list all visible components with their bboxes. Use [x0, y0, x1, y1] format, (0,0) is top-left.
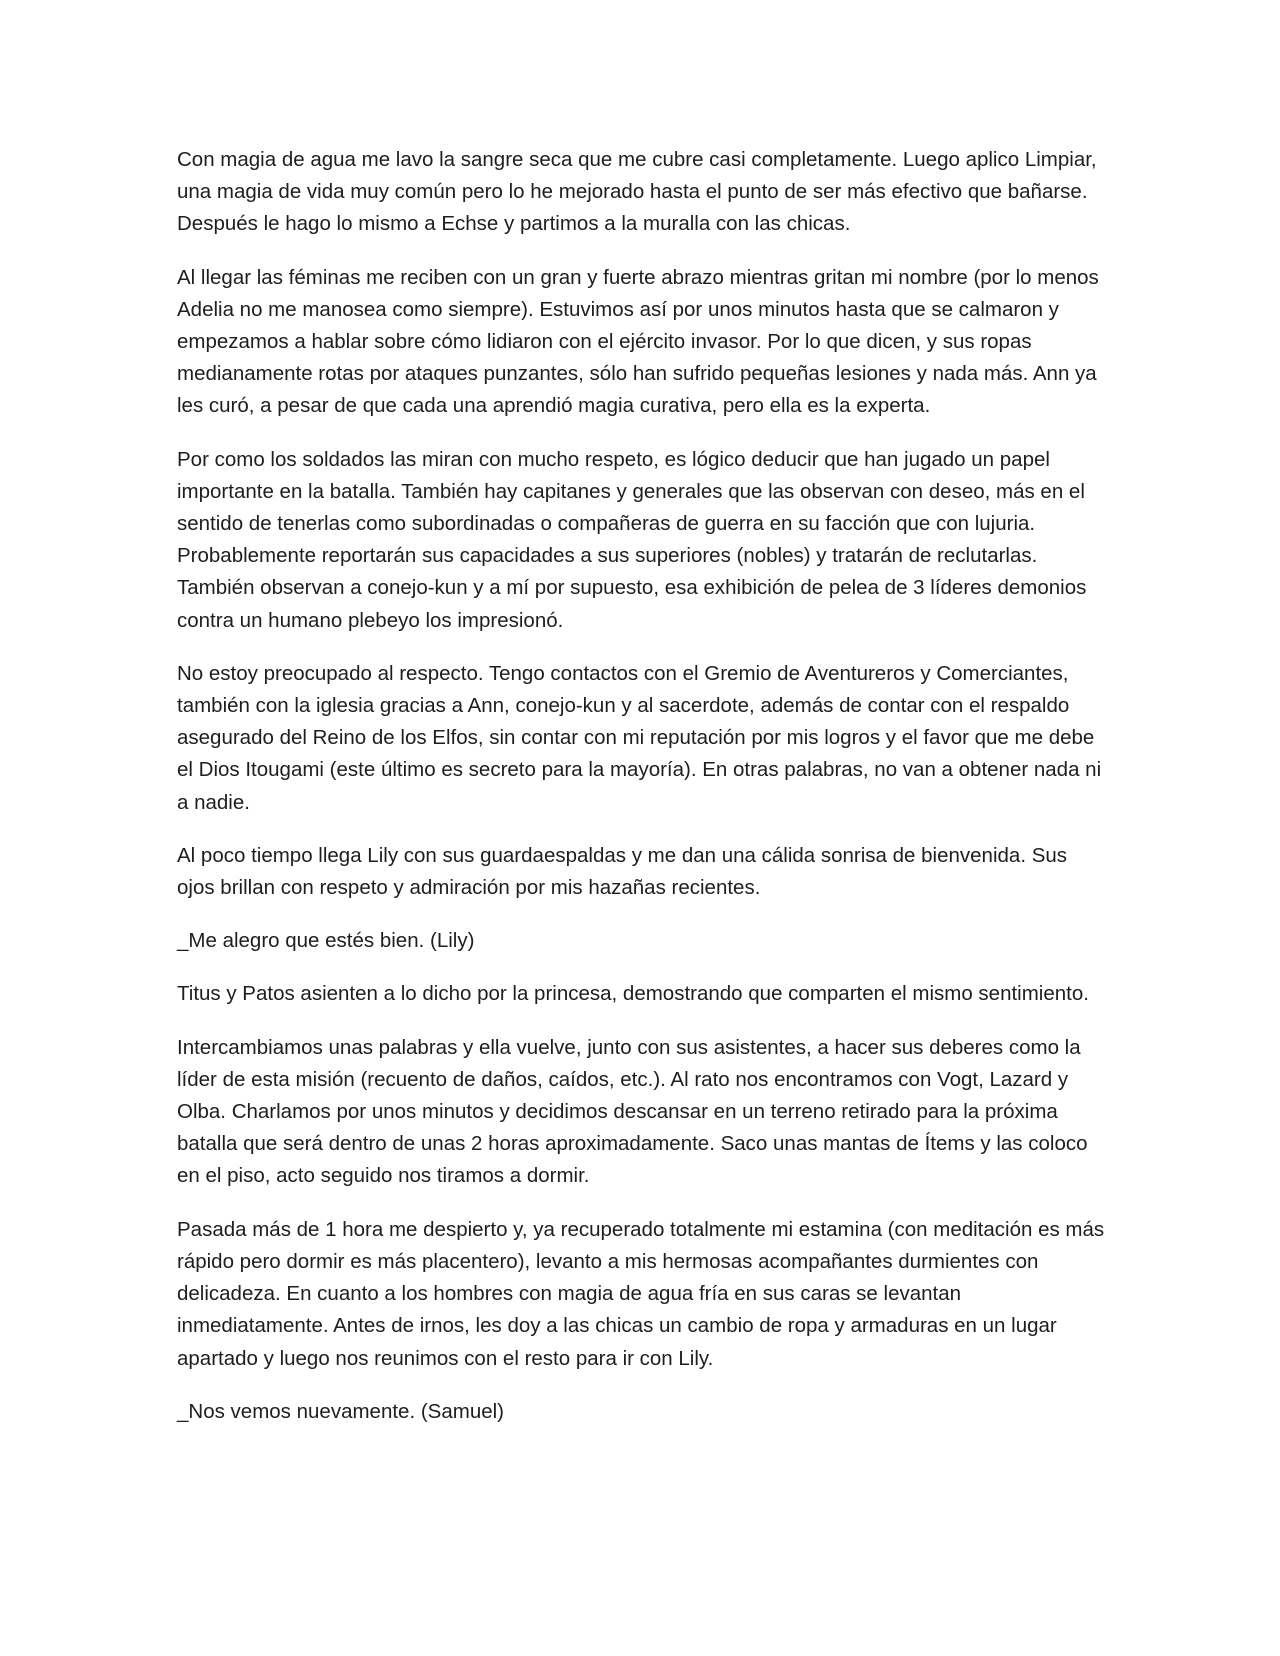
paragraph: Al llegar las féminas me reciben con un gran y fuerte abrazo mientras gritan mi nombre (por lo menos Adelia no me manosea como siempre). Estuvimos así por unos minutos hasta que se calmaron y empezamos a hablar sobre cómo lidiaron con el ejército invasor. Por lo que dicen, y sus ropas medianamente rotas por ataques punzantes, sólo han sufrido pequeñas lesiones y nada más. Ann ya les curó, a pesar de que cada una aprendió magia curativa, pero ella es la experta. [177, 265, 1099, 418]
paragraph: Intercambiamos unas palabras y ella vuelve, junto con sus asistentes, a hacer sus deberes como la líder de esta misión (recuento de daños, caídos, etc.). Al rato nos encontramos con Vogt, Lazard y Olba. Charlamos por unos minutos y decidimos descansar en un terreno retirado para la próxima batalla que será dentro de unas 2 horas aproximadamente. Saco unas mantas de Ítems y las coloco en el piso, acto seguido nos tiramos a dormir. [177, 1035, 1088, 1188]
paragraph: Con magia de agua me lavo la sangre seca que me cubre casi completamente. Luego aplico Limpiar, una magia de vida muy común pero lo he mejorado hasta el punto de ser más efectivo que bañarse. Después le hago lo mismo a Echse y partimos a la muralla con las chicas. [177, 148, 1097, 236]
paragraph: Pasada más de 1 hora me despierto y, ya recuperado totalmente mi estamina (con meditación es más rápido pero dormir es más placentero), levanto a mis hermosas acompañantes durmientes con delicadeza. En cuanto a los hombres con magia de agua fría en sus caras se levantan inmediatamente. Antes de irnos, les doy a las chicas un cambio de ropa y armaduras en un lugar apartado y luego nos reunimos con el resto para ir con Lily. [177, 1217, 1105, 1370]
paragraph: No estoy preocupado al respecto. Tengo contactos con el Gremio de Aventureros y Comerciantes, también con la iglesia gracias a Ann, conejo-kun y al sacerdote, además de contar con el respaldo asegurado del Reino de los Elfos, sin contar con mi reputación por mis logros y el favor que me debe el Dios Itougami (este último es secreto para la mayoría). En otras palabras, no van a obtener nada ni a nadie. [177, 661, 1102, 814]
dialogue-line: _Me alegro que estés bien. (Lily) [177, 929, 475, 953]
document-body [177, 144, 1109, 1449]
paragraph: Al poco tiempo llega Lily con sus guardaespaldas y me dan una cálida sonrisa de bienvenida. Sus ojos brillan con respeto y admiración por mis hazañas recientes. [177, 843, 1068, 900]
paragraph: Titus y Patos asienten a lo dicho por la princesa, demostrando que comparten el mismo sentimiento. [177, 982, 1089, 1006]
paragraph: Por como los soldados las miran con mucho respeto, es lógico deducir que han jugado un papel importante en la batalla. También hay capitanes y generales que las observan con deseo, más en el sentido de tenerlas como subordinadas o compañeras de guerra en su facción que con lujuria. Probablemente reportarán sus capacidades a sus superiores (nobles) y tratarán de reclutarlas. También observan a conejo-kun y a mí por supuesto, esa exhibición de pelea de 3 líderes demonios contra un humano plebeyo los impresionó. [177, 447, 1087, 632]
dialogue-line: _Nos vemos nuevamente. (Samuel) [177, 1399, 505, 1423]
